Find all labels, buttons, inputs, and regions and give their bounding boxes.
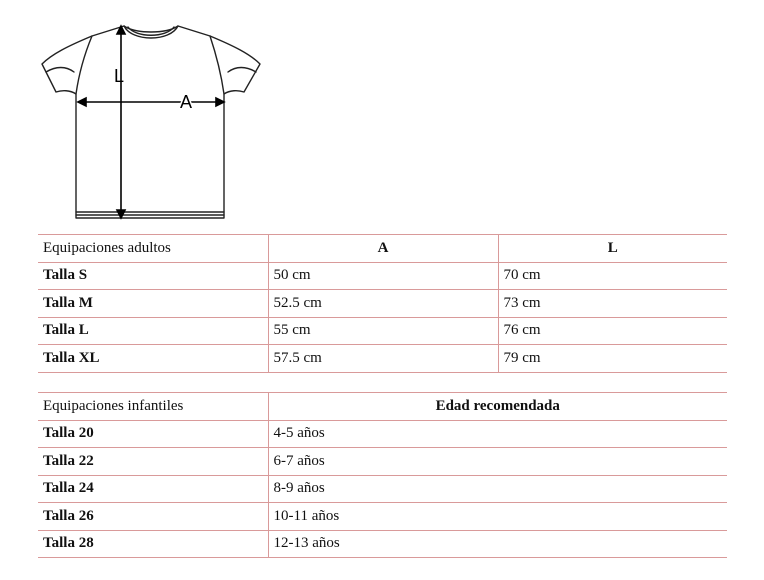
header-age: Edad recomendada <box>268 393 727 421</box>
age-cell: 4-5 años <box>268 420 727 448</box>
width-cell: 55 cm <box>268 317 498 345</box>
length-cell: 70 cm <box>498 262 727 290</box>
table-row <box>38 530 727 558</box>
age-cell: 12-13 años <box>268 530 727 558</box>
table-header-row <box>38 235 727 263</box>
adult-size-table <box>38 234 727 373</box>
table-row <box>38 262 727 290</box>
length-label: L <box>114 66 125 86</box>
size-cell: Talla 28 <box>38 530 268 558</box>
size-cell: Talla 20 <box>38 420 268 448</box>
width-label: A <box>180 92 193 112</box>
size-cell: Talla XL <box>38 345 268 373</box>
size-cell: Talla 26 <box>38 503 268 531</box>
size-cell: Talla L <box>38 317 268 345</box>
age-cell: 10-11 años <box>268 503 727 531</box>
width-cell: 57.5 cm <box>268 345 498 373</box>
table-row <box>38 503 727 531</box>
width-cell: 52.5 cm <box>268 290 498 318</box>
table-row <box>38 448 727 476</box>
length-cell: 73 cm <box>498 290 727 318</box>
table-row <box>38 420 727 448</box>
header-category: Equipaciones adultos <box>38 235 268 263</box>
table-row <box>38 290 727 318</box>
kids-size-table <box>38 392 727 558</box>
header-l: L <box>498 235 727 263</box>
size-cell: Talla 22 <box>38 448 268 476</box>
tshirt-measurement-diagram <box>38 20 268 230</box>
table-row <box>38 345 727 373</box>
width-cell: 50 cm <box>268 262 498 290</box>
size-cell: Talla M <box>38 290 268 318</box>
table-row <box>38 475 727 503</box>
table-row <box>38 317 727 345</box>
length-cell: 76 cm <box>498 317 727 345</box>
header-a: A <box>268 235 498 263</box>
size-cell: Talla 24 <box>38 475 268 503</box>
table-header-row <box>38 393 727 421</box>
age-cell: 6-7 años <box>268 448 727 476</box>
length-cell: 79 cm <box>498 345 727 373</box>
tshirt-outline <box>42 26 260 218</box>
header-category: Equipaciones infantiles <box>38 393 268 421</box>
age-cell: 8-9 años <box>268 475 727 503</box>
size-cell: Talla S <box>38 262 268 290</box>
